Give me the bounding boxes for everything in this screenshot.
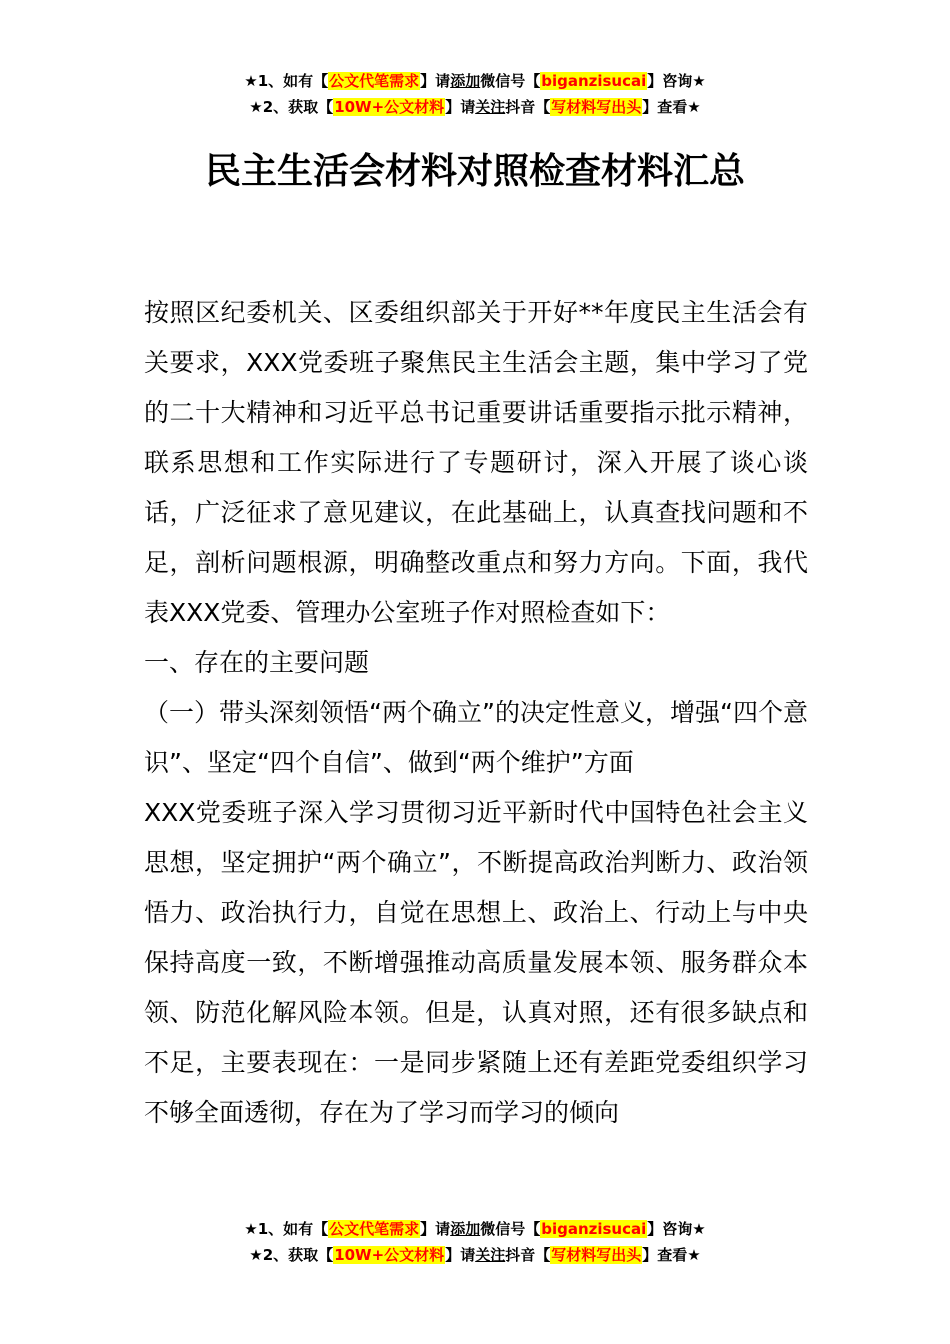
ad-line1-suffix: 】咨询★ <box>647 72 706 90</box>
document-body <box>144 288 808 1138</box>
ad-line2-suffix: 】查看★ <box>642 1246 701 1264</box>
paragraph-section-1: XXX党委班子深入学习贯彻习近平新时代中国特色社会主义思想，坚定拥护“两个确立”，不断提高政治判断力、政治领悟力、政治执行力，自觉在思想上、政治上、行动上与中央保持高度一致，不断增强推动高质量发展本领、服务群众本领、防范化解风险本领。但是，认真对照，还有很多缺点和不足，主要表现在：一是同步紧随上还有差距党委组织学习不够全面透彻，存在为了学习而学习的倾向 <box>144 798 808 1127</box>
ad-highlight-materials: 10W+公文材料 <box>334 98 445 116</box>
ad-line-2 <box>0 1242 950 1268</box>
ad-line1-mid1: 】请 <box>420 1220 451 1238</box>
ad-underline-add: 添加 <box>450 1220 481 1238</box>
ad-line-2 <box>0 94 950 120</box>
ad-line1-prefix: ★1、如有【 <box>244 1220 329 1238</box>
ad-highlight-wechat-id: biganzisucai <box>541 1220 647 1238</box>
ad-line1-mid2: 微信号【 <box>480 72 541 90</box>
ad-banner-top <box>0 68 950 120</box>
ad-underline-follow: 关注 <box>475 98 506 116</box>
ad-highlight-wechat-id: biganzisucai <box>541 72 647 90</box>
ad-line-1 <box>0 68 950 94</box>
ad-line2-prefix: ★2、获取【 <box>249 1246 334 1264</box>
subsection-heading-1: （一）带头深刻领悟“两个确立”的决定性意义，增强“四个意识”、坚定“四个自信”、做到“两个维护”方面 <box>144 698 808 777</box>
ad-line1-mid1: 】请 <box>420 72 451 90</box>
ad-line-1 <box>0 1216 950 1242</box>
paragraph-intro: 按照区纪委机关、区委组织部关于开好**年度民主生活会有关要求，XXX党委班子聚焦民主生活会主题，集中学习了党的二十大精神和习近平总书记重要讲话重要指示批示精神，联系思想和工作实际进行了专题研讨，深入开展了谈心谈话，广泛征求了意见建议，在此基础上，认真查找问题和不足，剖析问题根源，明确整改重点和努力方向。下面，我代表XXX党委、管理办公室班子作对照检查如下： <box>144 298 808 627</box>
ad-line2-mid2: 抖音【 <box>505 1246 551 1264</box>
ad-line2-mid1: 】请 <box>445 1246 476 1264</box>
ad-line1-suffix: 】咨询★ <box>647 1220 706 1238</box>
ad-underline-add: 添加 <box>450 72 481 90</box>
ad-line2-suffix: 】查看★ <box>642 98 701 116</box>
section-heading-1: 一、存在的主要问题 <box>144 648 370 677</box>
ad-highlight-materials: 10W+公文材料 <box>334 1246 445 1264</box>
ad-line1-prefix: ★1、如有【 <box>244 72 329 90</box>
ad-highlight-ghostwriting: 公文代笔需求 <box>329 1220 420 1238</box>
ad-highlight-ghostwriting: 公文代笔需求 <box>329 72 420 90</box>
ad-line2-mid1: 】请 <box>445 98 476 116</box>
ad-banner-bottom <box>0 1216 950 1268</box>
ad-underline-follow: 关注 <box>475 1246 506 1264</box>
ad-highlight-douyin: 写材料写出头 <box>551 98 642 116</box>
ad-line1-mid2: 微信号【 <box>480 1220 541 1238</box>
ad-highlight-douyin: 写材料写出头 <box>551 1246 642 1264</box>
ad-line2-mid2: 抖音【 <box>505 98 551 116</box>
document-title: 民主生活会材料对照检查材料汇总 <box>204 151 745 192</box>
ad-line2-prefix: ★2、获取【 <box>249 98 334 116</box>
